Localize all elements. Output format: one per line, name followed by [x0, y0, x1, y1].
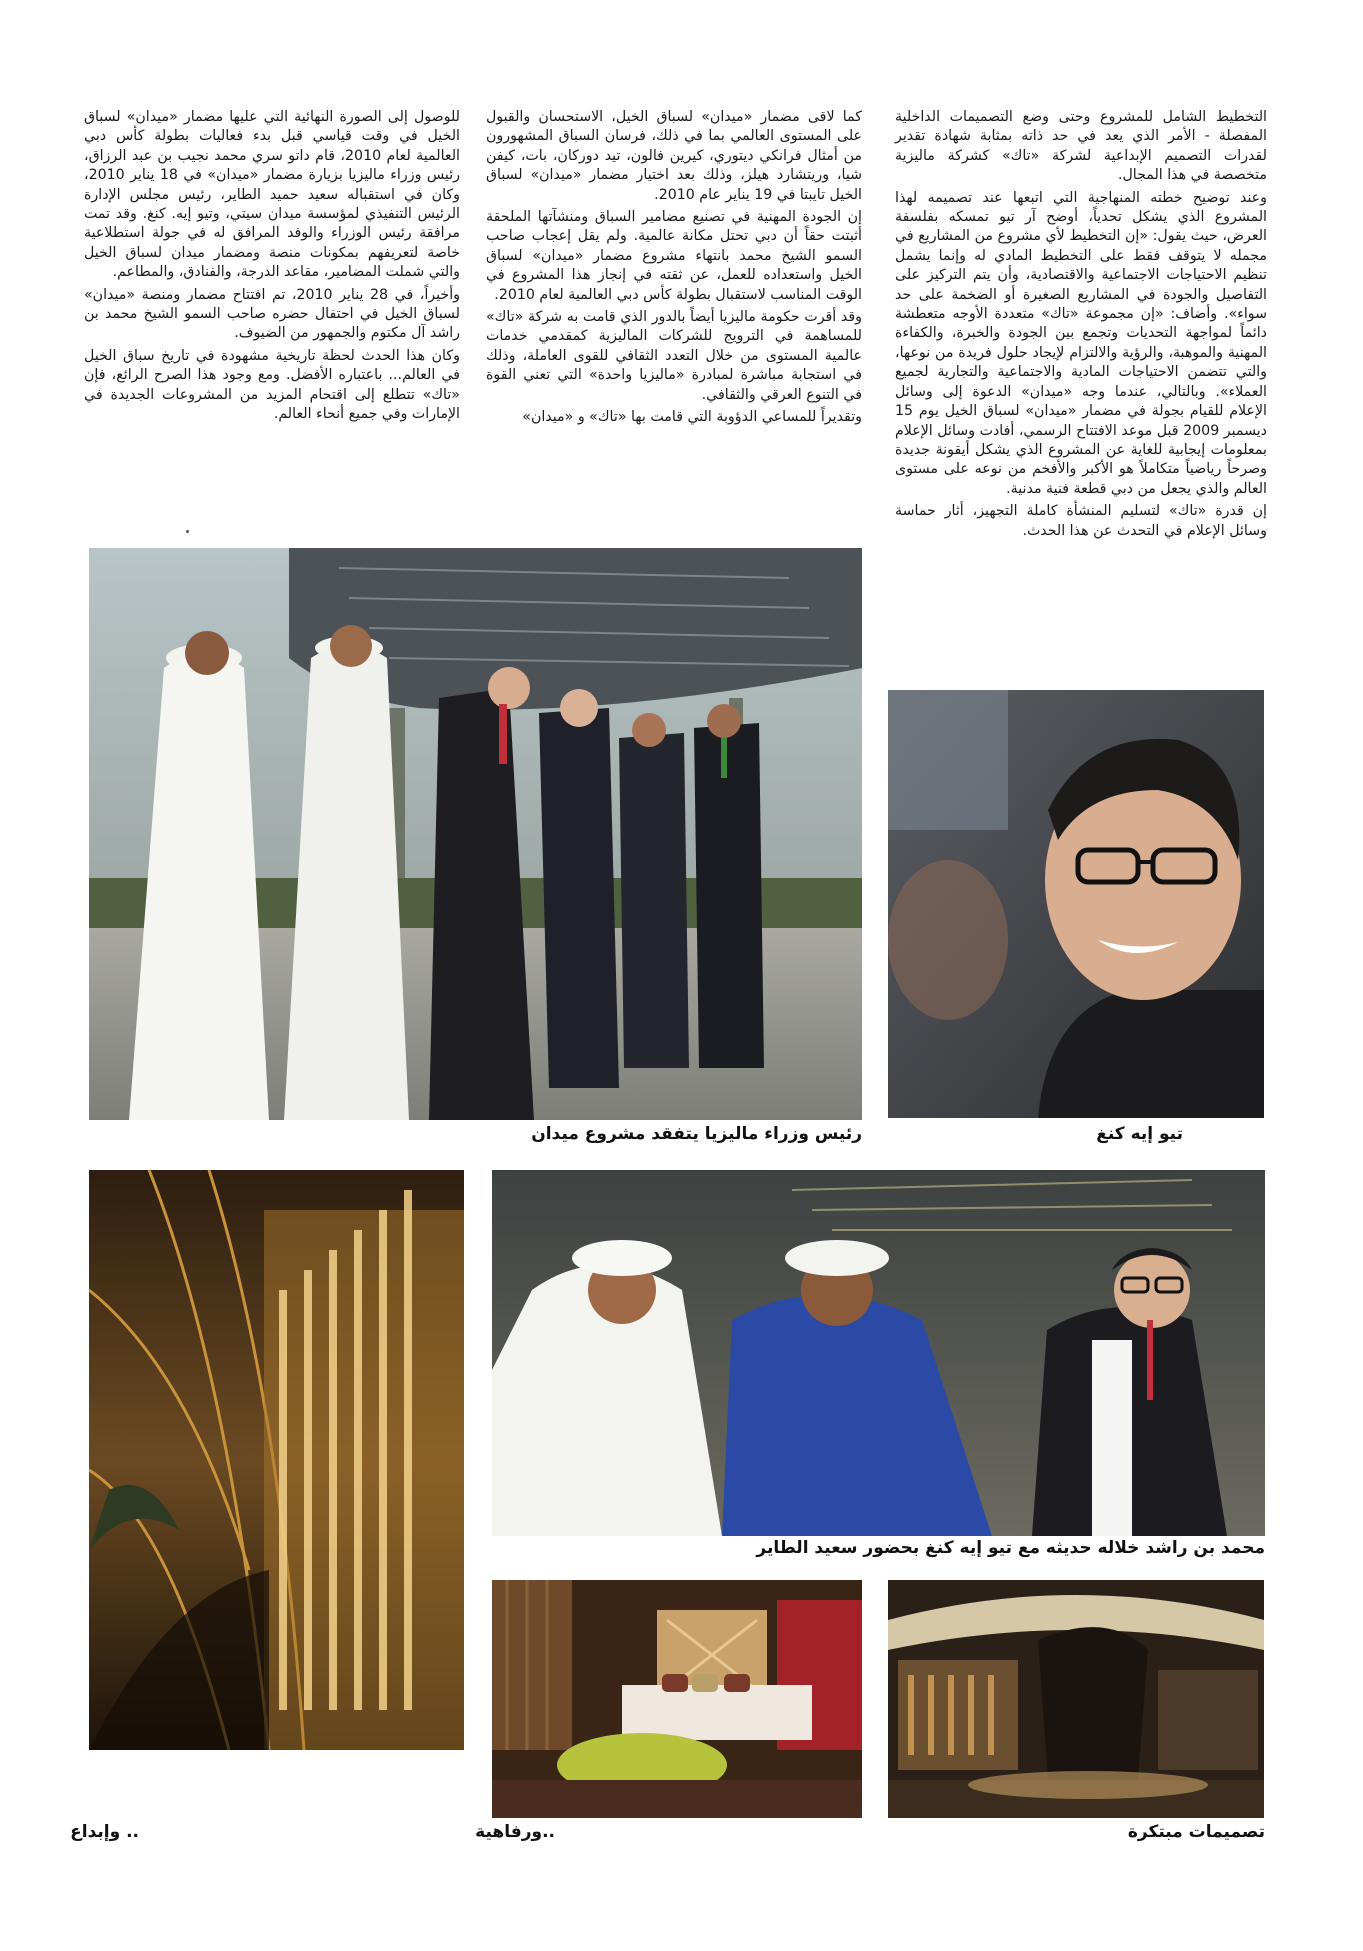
paragraph: للوصول إلى الصورة النهائية التي عليها مضمار «ميدان» لسباق الخيل في وقت قياسي قبل بدء فعاليات بطولة كأس دبي العالمية لعام 2010، قام داتو سري محمد نجيب بن عبد الرزاق، رئيس وزراء ماليزيا بزيارة مضمار «ميدان» في 18 يناير 2010، وكان في استقباله سعيد حميد الطاير، رئيس مجلس الإدارة الرئيس التنفيذي لمؤسسة ميدان سيتي، وتيو إيه. كنغ. وقد تمت مرافقة رئيس الوزراء والوفد المرافق له في جولة استطلاعية خاصة لتعريفهم بمكونات منصة ومضمار ميدان لسباق الخيل والتي شملت المضامير، مقاعد الدرجة، والفنادق، والمطاعم.: [84, 109, 461, 281]
caption-teo: تيو إيه كنغ: [1096, 1124, 1183, 1144]
paragraph: وقد أقرت حكومة ماليزيا أيضاً بالدور الذي قامت به شركة «تاك» للمساهمة في الترويج للشركات الماليزية كمقدمي خدمات عالمية المستوى من خلال التعدد الثقافي للقوى العاملة، وذلك في استجابة مباشرة لمبادرة «ماليزيا واحدة» التي تعني القوة في التنوع العرقي والثقافي.: [486, 309, 862, 403]
caption-luxury: ..ورفاهية: [475, 1822, 555, 1842]
paragraph: إن الجودة المهنية في تصنيع مضامير السباق ومنشآتها الملحقة أثبتت حقاً أن دبي تحتل مكانة عالمية. ولم يقل إعجاب صاحب السمو الشيخ محمد بانتهاء مشروع مضمار «ميدان» لسباق الخيل واستعداده للعمل، عن ثقته في إنجاز هذا المشروع في الوقت المناسب لاستقبال بطولة كأس دبي العالمية لعام 2010.: [486, 209, 862, 303]
caption-creativity: .. وإبداع: [70, 1822, 139, 1842]
article-column-left: [84, 108, 460, 428]
caption-sheikh-talk: محمد بن راشد خلاله حديثه مع تيو إيه كنغ بحضور سعيد الطاير: [756, 1538, 1265, 1558]
caption-pm-visit: رئيس وزراء ماليزيا يتفقد مشروع ميدان: [531, 1124, 862, 1144]
sheikh-talk-photo: [492, 1170, 1265, 1536]
article-column-middle: [486, 108, 862, 431]
pm-visit-photo: [89, 548, 862, 1120]
article-column-right: [895, 108, 1267, 544]
paragraph: كما لاقى مضمار «ميدان» لسباق الخيل، الاستحسان والقبول على المستوى العالمي بما في ذلك، فرسان السباق المشهورون من أمثال فرانكي ديتوري، كيرين فالون، تيد دوركان، بات، كيفن شيا، وريتشارد هيلز، وذلك بعد اختيار مضمار «ميدان» لسباق الخيل تايبتا في 19 يناير عام 2010.: [486, 109, 862, 203]
decorative-dot: [186, 530, 189, 533]
paragraph: إن قدرة «تاك» لتسليم المنشأة كاملة التجهيز، أثار حماسة وسائل الإعلام في التحدث عن هذا الحدث.: [895, 503, 1267, 539]
paragraph: وتقديراً للمساعي الدؤوبة التي قامت بها «تاك» و «ميدان»: [522, 409, 862, 426]
paragraph: وأخيراً، في 28 يناير 2010، تم افتتاح مضمار ومنصة «ميدان» لسباق الخيل في احتفال حضره صاحب السمو الشيخ محمد بن راشد آل مكتوم والجمهور من الضيوف.: [84, 286, 460, 342]
caption-innovative-designs: تصميمات مبتكرة: [1127, 1822, 1265, 1842]
paragraph: وكان هذا الحدث لحظة تاريخية مشهودة في تاريخ سباق الخيل في العالم... باعتباره الأفضل. ومع وجود هذا الصرح الرائع، فإن «تاك» تتطلع إلى اقتحام المزيد من المشروعات الجديدة في الإمارات وفي جميع أنحاء العالم.: [84, 347, 460, 423]
lobby-photo: [888, 1580, 1264, 1818]
paragraph: التخطيط الشامل للمشروع وحتى وضع التصميمات الداخلية المفصلة - الأمر الذي يعد في حد ذاته بمثابة شهادة تقدير لقدرات التصميم الإبداعية لشركة «تاك» كشركة ماليزية متخصصة في هذا المجال.: [895, 109, 1267, 184]
teo-portrait-photo: [888, 690, 1264, 1118]
atrium-interior-photo: [89, 1170, 464, 1750]
paragraph: وعند توضيح خطته المنهاجية التي اتبعها عند تصميمه لهذا المشروع الذي يشكل تحدياً، أوضح آر تيو تمسكه بفلسفة العرض، حيث يقول: «إن التخطيط لأي مشروع من المشاريع في مجمله لا يتوقف فقط على التخطيط المادي له وإنما يشمل تنظيم الاحتياجات الاجتماعية والاقتصادية، وأن يتم التركيز على التفاصيل والجودة في المشاريع الصغيرة أو الضخمة على حد سواء». وأضاف: «إن مجموعة «تاك» متعددة الأوجه متعطشة دائماً لمواجهة التحديات وتجمع بين الجودة والخبرة، والكفاءة المهنية والموهبة، والرؤية والالتزام لإيجاد حلول فريدة من نوعها، والتي تتضمن الاحتياجات المادية والاجتماعية والتجارية لجميع العملاء». وبالتالي، عندما وجه «ميدان» الدعوة إلى وسائل الإعلام للقيام بجولة في مضمار «ميدان» لسباق الخيل يوم 15 ديسمبر 2009 قبل موعد الافتتاح الرسمي، أفادت وسائل الإعلام بمعلومات إيجابية للغاية عن المشروع الذي يشكل أيقونة جديدة وصرحاً رياضياً متكاملاً هو الأكبر والأفخم من نوعه على مستوى العالم والذي يجعل من دبي قطعة فنية مدنية.: [895, 189, 1267, 497]
bedroom-photo: [492, 1580, 862, 1818]
